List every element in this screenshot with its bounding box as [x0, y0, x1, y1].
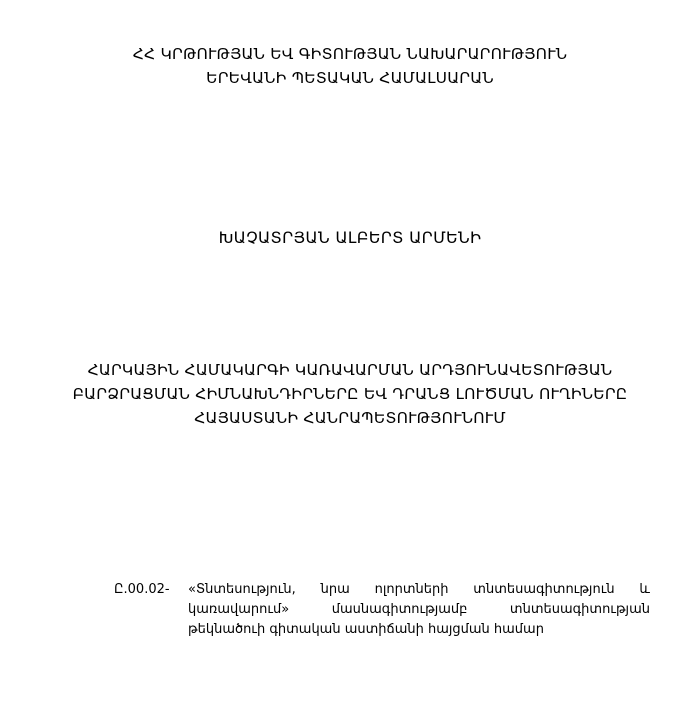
specialty-word: տնտեսագիտություն: [473, 582, 615, 597]
dissertation-title: [0, 358, 700, 430]
specialty-line-1: [188, 580, 650, 600]
specialty-word: «Տնտեսություն,: [188, 582, 296, 597]
specialty-word: կառավարում»: [188, 602, 290, 617]
ministry-name: ՀՀ ԿՐԹՈՒԹՅԱՆ ԵՎ ԳԻՏՈՒԹՅԱՆ ՆԱԽԱՐԱՐՈՒԹՅՈՒՆ: [132, 45, 568, 63]
specialty-word: և: [639, 582, 650, 597]
title-line-2: ԲԱՐՁՐԱՑՄԱՆ ՀԻՄՆԱԽՆԴԻՐՆԵՐԸ ԵՎ ԴՐԱՆՑ ԼՈՒԾՄԱՆ ՈՒՂԻՆԵՐԸ: [72, 385, 628, 403]
university-name: ԵՐԵՎԱՆԻ ՊԵՏԱԿԱՆ ՀԱՄԱԼՍԱՐԱՆ: [206, 69, 494, 87]
specialty-line-2: [188, 600, 650, 620]
specialty-line-3: թեկնածուի գիտական աստիճանի հայցման համար: [188, 622, 544, 637]
specialty-word: մասնագիտությամբ: [331, 602, 468, 617]
institution-header: [0, 42, 700, 90]
title-line-1: ՀԱՐԿԱՅԻՆ ՀԱՄԱԿԱՐԳԻ ԿԱՌԱՎԱՐՄԱՆ ԱՐԴՅՈՒՆԱՎԵՏՈՒԹՅԱՆ: [87, 361, 613, 379]
author-name: ԽԱՉԱՏՐՅԱՆ ԱԼԲԵՐՏ ԱՐՄԵՆԻ: [218, 228, 482, 247]
specialty-word: նրա: [320, 582, 350, 597]
specialty-word: տնտեսագիտության: [509, 602, 650, 617]
specialty-code: Ը.00.02-: [114, 582, 170, 597]
title-line-3: ՀԱՅԱՍՏԱՆԻ ՀԱՆՐԱՊԵՏՈՒԹՅՈՒՆՈՒՄ: [194, 409, 506, 427]
specialty-word: ոլորտների: [374, 582, 449, 597]
specialty-description: [188, 580, 650, 640]
